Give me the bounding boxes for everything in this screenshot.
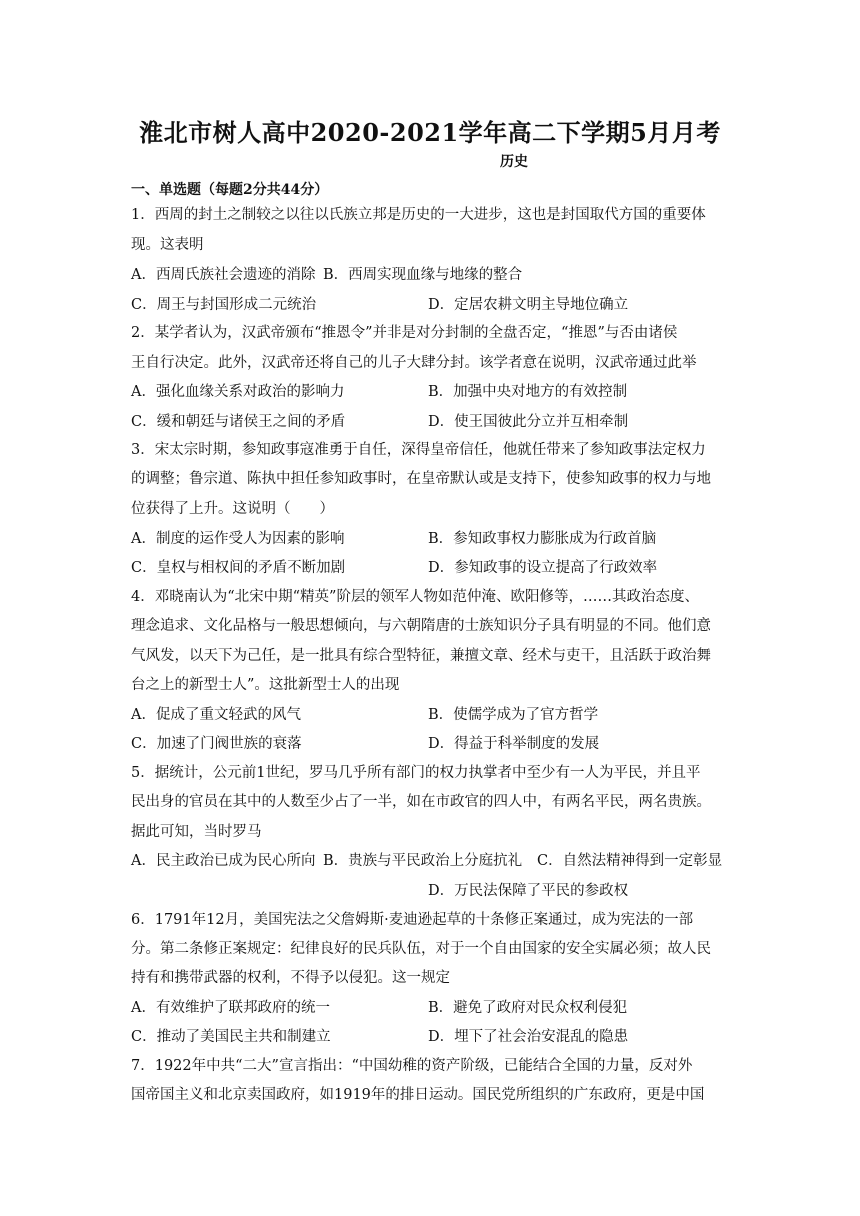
question-7-line-1: 7．1922年中共“二大”宣言指出：“中国幼稚的资产阶级，已能结合全国的力量，反对外 [131, 1058, 693, 1074]
question-4-line-4: 台之上的新型士人”。这批新型士人的出现 [131, 677, 400, 693]
question-4-option-b: B．使儒学成为了官方哲学 [428, 707, 599, 723]
question-2-option-b: B．加强中央对地方的有效控制 [428, 384, 628, 400]
question-5-line-2: 民出身的官员在其中的人数至少占了一半，如在市政官的四人中，有两名平民，两名贵族。 [131, 794, 711, 810]
question-6-option-d: D．埋下了社会治安混乱的隐患 [428, 1029, 629, 1045]
question-4-option-d: D．得益于科举制度的发展 [428, 736, 600, 752]
question-6-line-1: 6．1791年12月，美国宪法之父詹姆斯·麦迪逊起草的十条修正案通过，成为宪法的一部 [131, 912, 694, 928]
page-title: 淮北市树人高中2020-2021学年高二下学期5月月考 [139, 118, 721, 147]
question-4-option-a: A．促成了重文轻武的风气 [131, 707, 301, 723]
question-3-option-c: C．皇权与相权间的矛盾不断加剧 [131, 560, 346, 576]
question-1-line-1: 1．西周的封土之制较之以往以氏族立邦是历史的一大进步，这也是封国取代方国的重要体 [131, 207, 706, 223]
question-4-line-2: 理念追求、文化品格与一般思想倾向，与六朝隋唐的士族知识分子具有明显的不同。他们意 [131, 618, 711, 634]
question-1-option-c: C．周王与封国形成二元统治 [131, 297, 317, 313]
question-5-option-c: C．自然法精神得到一定彰显 [537, 853, 723, 869]
question-2-option-d: D．使王国彼此分立并互相牵制 [428, 414, 629, 430]
subject-label: 历史 [500, 154, 528, 170]
question-5-line-1: 5．据统计，公元前1世纪，罗马几乎所有部门的权力执掌者中至少有一人为平民，并且平 [131, 765, 701, 781]
question-1-option-d: D．定居农耕文明主导地位确立 [428, 297, 629, 313]
question-6-option-c: C．推动了美国民主共和制建立 [131, 1029, 331, 1045]
question-2-line-1: 2．某学者认为，汉武帝颁布“推恩令”并非是对分封制的全盘否定，“推恩”与否由诸侯 [131, 325, 678, 341]
section-heading: 一、单选题（每题2分共44分） [131, 182, 329, 198]
question-5-option-b: B．贵族与平民政治上分庭抗礼 [323, 853, 523, 869]
question-4-line-3: 气风发，以天下为己任，是一批具有综合型特征，兼擅文章、经术与吏干，且活跃于政治舞 [131, 648, 711, 664]
question-5-option-a: A．民主政治已成为民心所向 [131, 853, 316, 869]
question-2-option-a: A．强化血缘关系对政治的影响力 [131, 384, 345, 400]
question-1-option-b: B．西周实现血缘与地缘的整合 [323, 267, 523, 283]
question-3-line-2: 的调整；鲁宗道、陈执中担任参知政事时，在皇帝默认或是支持下，使参知政事的权力与地 [131, 471, 711, 487]
question-2-line-2: 王自行决定。此外，汉武帝还将自己的儿子大肆分封。该学者意在说明，汉武帝通过此举 [131, 355, 697, 371]
question-6-line-2: 分。第二条修正案规定：纪律良好的民兵队伍，对于一个自由国家的安全实属必须；故人民 [131, 941, 711, 957]
question-3-option-a: A．制度的运作受人为因素的影响 [131, 531, 345, 547]
question-4-option-c: C．加速了门阀世族的衰落 [131, 736, 302, 752]
question-5-option-d: D．万民法保障了平民的参政权 [428, 883, 629, 899]
question-1-line-2: 现。这表明 [131, 237, 204, 253]
question-4-line-1: 4．邓晓南认为“北宋中期“精英”阶层的领军人物如范仲淹、欧阳修等，……其政治态度、 [131, 589, 699, 605]
question-5-line-3: 据此可知，当时罗马 [131, 824, 262, 840]
question-3-line-3: 位获得了上升。这说明（ ） [131, 501, 334, 517]
question-6-option-b: B．避免了政府对民众权利侵犯 [428, 1000, 628, 1016]
question-3-line-1: 3．宋太宗时期，参知政事寇准勇于自任，深得皇帝信任，他就任带来了参知政事法定权力 [131, 442, 706, 458]
question-3-option-b: B．参知政事权力膨胀成为行政首脑 [428, 531, 657, 547]
question-7-line-2: 国帝国主义和北京卖国政府，如1919年的排日运动。国民党所组织的广东政府，更是中国 [131, 1087, 705, 1103]
question-3-option-d: D．参知政事的设立提高了行政效率 [428, 560, 658, 576]
question-6-option-a: A．有效维护了联邦政府的统一 [131, 1000, 330, 1016]
question-6-line-3: 持有和携带武器的权利，不得予以侵犯。这一规定 [131, 970, 450, 986]
question-1-option-a: A．西周氏族社会遗迹的消除 [131, 267, 316, 283]
question-2-option-c: C．缓和朝廷与诸侯王之间的矛盾 [131, 414, 346, 430]
